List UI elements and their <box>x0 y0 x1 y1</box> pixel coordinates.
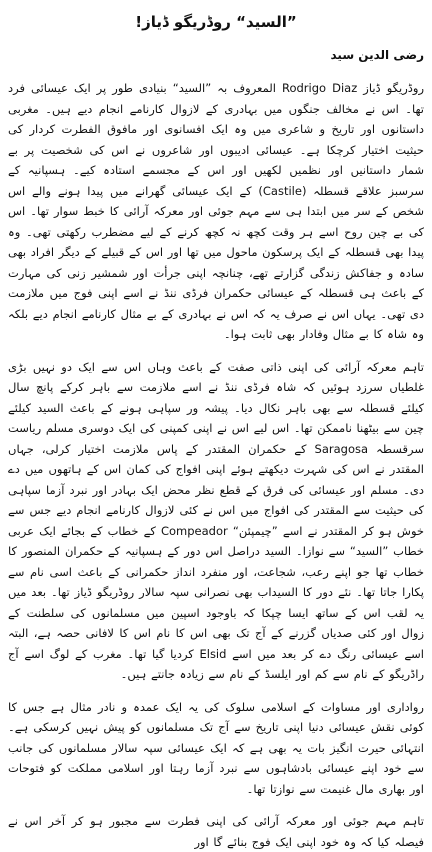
paragraph: تاہم مہم جوئی اور معرکہ آرائی کی اپنی فطرت سے مجبور ہو کر آخر اس نے فیصلہ کیا کہ وہ خود اپنی ایک فوج بنائے گا اور <box>8 814 424 849</box>
article-body <box>8 78 424 852</box>
author-name: رضی الدین سید <box>330 48 424 62</box>
article-title: ”السید“ روڈریگو ڈیاز! <box>135 13 297 31</box>
paragraph: رواداری اور مساوات کے اسلامی سلوک کی یہ ایک عمدہ و نادر مثال ہے جس کا کوئی نقش عیسائی دنیا اپنی تاریخ سے آج تک مسلمانوں کو پیش نہیں کرسکی ہے۔ انتہائی حیرت انگیز بات یہ بھی ہے کہ ایک عیسائی سپہ سالار مسلمانوں کی جانب سے خود اپنے عیسائی بادشاہوں سے نبرد آزما رہتا اور اسلامی مملکت کو فتوحات اور بھاری مال غنیمت سے نوازتا تھا۔ <box>8 699 424 796</box>
paragraph: روڈریگو ڈیاز Rodrigo Diaz المعروف بہ ”السید“ بنیادی طور پر ایک عیسائی فرد تھا۔ اس نے مخالف جنگوں میں بہادری کے لازوال کارنامے انجام دیے ہیں۔ مغربی داستانوں اور تاریخ و شاعری میں وہ ایک افسانوی اور مافوق الفطرت کردار کی حیثیت اختیار کرچکا ہے۔ عیسائی ادیبوں اور شاعروں نے اس کی شخصیت پر بے شمار داستانیں اور نظمیں لکھیں اور اس کے مجسمے استادہ کیے۔ ہسپانیہ کے سرسبز علاقے قسطلہ (Castile) کے ایک عیسائی گھرانے میں پیدا ہونے والے اس شخص کے سر میں ابتدا ہی سے مہم جوئی اور معرکہ آرائی کا خبط سوار تھا۔ اس کی بے چین روح اسے ہر وقت کچھ نہ کچھ کرنے کے لیے مضطرب رکھتی تھی۔ وہ پیدا بھی قسطلہ کے ایک پرسکون ماحول میں تھا اور اس کے قبیلے کے دیگر افراد بھی سادہ و جفاکش زندگی گزارتے تھے، چنانچہ اپنی جرأت اور شمشیر زنی کی مہارت کے باعث ہی قسطلہ کے عیسائی حکمران فرڈی ننڈ نے اسے اپنی فوج میں ملازمت دی تھی۔ یہاں اس نے صرف یہ کہ اس نے بہادری کے بے مثال کارنامے انجام دیے بلکہ وہ شاہ کا بے مثال وفادار بھی ثابت ہوا۔ <box>8 81 425 341</box>
paragraph: تاہم معرکہ آرائی کی اپنی ذاتی صفت کے باعث وہاں اس سے ایک دو نہیں بڑی غلطیاں سرزد ہوئیں کہ شاہ فرڈی ننڈ نے اسے ملازمت سے باہر کرکے پانچ سال کیلئے قسطلہ سے بھی باہر نکال دیا۔ پیشہ ور سپاہی ہونے کے باعث السید کیلئے چین سے بیٹھنا ناممکن تھا۔ اس لیے اس نے اپنی کمپنی کی ایک دوسری مسلم ریاست سرقسطہ Saragosa کے حکمران المقتدر کے پاس ملازمت اختیار کرلی، جہاں المقتدر نے اس کی شہرت دیکھتے ہوئے اپنی افواج کی کمان اس کے ہاتھوں میں دے دی۔ مسلم اور عیسائی کی فرق کے قطع نظر محض ایک بہادر اور نبرد آزما سپاہی کی حیثیت سے المقتدر کی افواج میں اس نے کئی لازوال کارنامے انجام دیے جس سے خوش ہو کر المقتدر نے اسے ”چیمپئن“ Compeador کے خطاب کے بجائے ایک عربی خطاب ”السید“ سے نوازا۔ السید دراصل اس دور کے ہسپانیہ کے حکمران المنصور کا خطاب تھا جو اپنے رعب، شجاعت، اور منفرد انداز حکمرانی کے باعث اسی نام سے پکارا جاتا تھا۔ نئے دور کا السیداب بھی نصرانی سپہ سالار روڈریگو ڈیاز تھا۔ بعد میں یہ لقب اس کے ساتھ ایسا چپکا کہ باوجود اسپین میں مسلمانوں کی سلطنت کے زوال اور کئی صدیاں گزرنے کے آج تک بھی اس کا نام اس کا لافانی حصہ ہے، البتہ اسے عیسائی رنگ دے کر بعد میں اسے Elsid کردیا گیا تھا۔ مغرب کے لوگ اسے آج راڈریگو کے نام سے کم اور ایلسڈ کے نام سے زیادہ جانتے ہیں۔ <box>7 359 424 681</box>
